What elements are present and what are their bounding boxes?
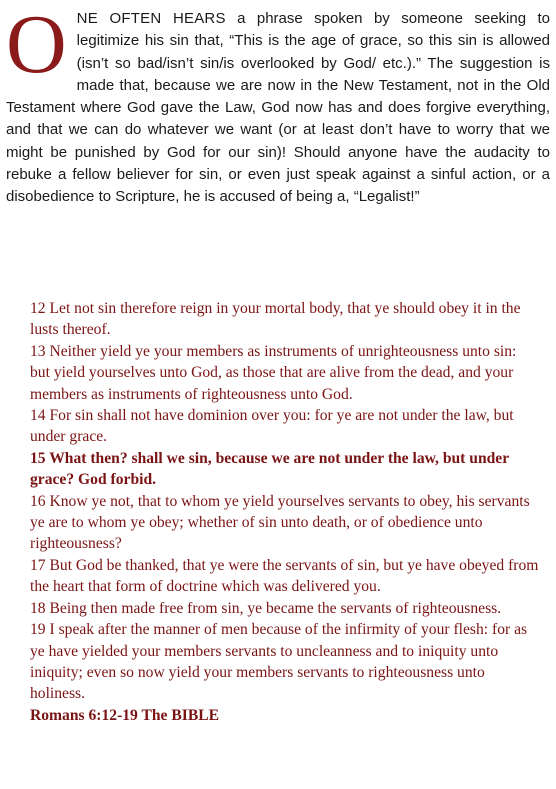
verse-12: 12 Let not sin therefore reign in your mortal body, that ye should obey it in the lusts thereof. — [30, 300, 521, 339]
verse-17: 17 But God be thanked, that ye were the servants of sin, but ye have obeyed from the heart that form of doctrine which was delivered you. — [30, 556, 539, 596]
verse-14: 14 For sin shall not have dominion over you: for ye are not under the law, but under grace. — [30, 407, 514, 446]
verse-18: 18 Being then made free from sin, ye became the servants of righteousness. — [30, 599, 502, 617]
scripture-citation: Romans 6:12-19 The BIBLE — [30, 706, 220, 724]
scripture-passage — [30, 298, 540, 726]
intro-text: a phrase spoken by someone seeking to legitimize his sin that, “This is the age of grace, so this sin is allowed (isn’t so bad/isn’t sin/is overlooked by God/ etc.).” The suggestion is made that, because we are now in the New Testament, not in the Old Testament where God gave the Law, God now has and does forgive everything, and that we can do whatever we want (or at least don’t have to worry that we might be punished by God for our sin)! Should anyone have the audacity to rebuke a fellow believer for sin, or even just speak against a sinful action, or a disobedience to Scripture, he is accused of being a, “Legalist!” — [6, 10, 550, 206]
verse-19: 19 I speak after the manner of men because of the infirmity of your flesh: for as ye have yielded your members servants to uncleanness and to iniquity unto iniquity; even so now yield your members servants to righteousness unto holiness. — [30, 621, 528, 703]
verse-13: 13 Neither yield ye your members as instruments of unrighteousness unto sin: but yield yourselves unto God, as those that are alive from the dead, and your members as instruments of righteousness unto God. — [30, 342, 517, 403]
drop-cap: O — [6, 0, 67, 91]
intro-lead-caps: NE OFTEN HEARS — [76, 10, 226, 27]
intro-paragraph — [6, 0, 550, 209]
verse-16: 16 Know ye not, that to whom ye yield yourselves servants to obey, his servants ye are to whom ye obey; whether of sin unto death, or of obedience unto righteousness? — [30, 492, 530, 553]
verse-15: 15 What then? shall we sin, because we are not under the law, but under grace? God forbid. — [30, 449, 509, 489]
